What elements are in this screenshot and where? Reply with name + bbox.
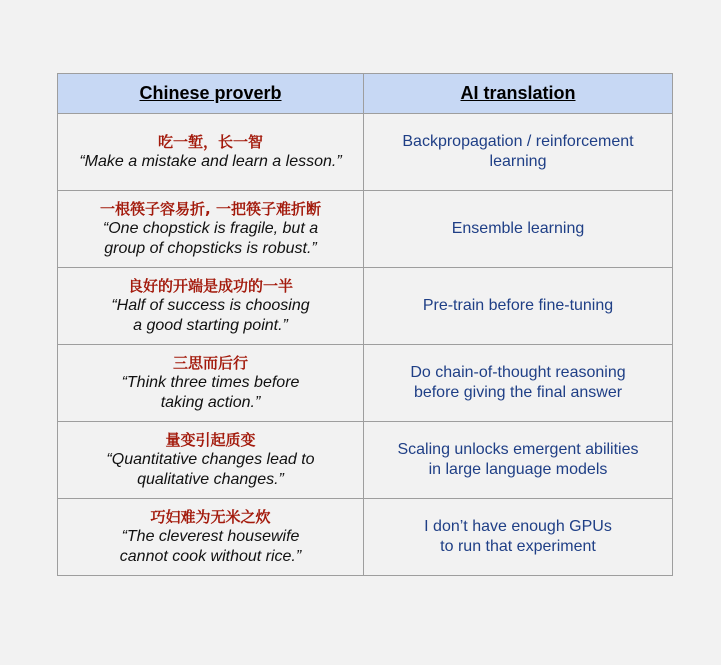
ai-translation-cell	[364, 499, 673, 576]
ai-translation-cell	[364, 114, 673, 191]
proverb-english-line: “Make a mistake and learn a lesson.”	[79, 153, 342, 170]
table-header-row	[58, 74, 673, 114]
ai-translation-line: in large language models	[428, 461, 608, 478]
proverb-english-line: “Quantitative changes lead to	[106, 451, 315, 468]
proverb-english-line: group of chopsticks is robust.”	[104, 240, 317, 257]
proverb-chinese: 三思而后行	[172, 354, 248, 372]
proverb-chinese: 良好的开端是成功的一半	[127, 277, 293, 295]
table-row	[58, 114, 673, 191]
proverb-english-line: “One chopstick is fragile, but a	[102, 220, 319, 237]
table-row	[58, 268, 673, 345]
proverb-english-line: “The cleverest housewife	[121, 528, 300, 545]
ai-translation-line: learning	[489, 153, 547, 170]
proverb-english-line: cannot cook without rice.”	[119, 548, 302, 565]
proverb-cell	[58, 114, 364, 191]
proverb-english-line: qualitative changes.”	[137, 471, 284, 488]
proverb-english-line: “Half of success is choosing	[111, 297, 310, 314]
ai-translation-line: Ensemble learning	[451, 220, 585, 237]
table-row	[58, 345, 673, 422]
header-chinese-proverb: Chinese proverb	[58, 74, 364, 114]
ai-translation-cell	[364, 345, 673, 422]
proverb-chinese: 巧妇难为无米之炊	[150, 508, 271, 526]
ai-translation-cell	[364, 268, 673, 345]
ai-translation-line: before giving the final answer	[413, 384, 623, 401]
proverb-cell	[58, 191, 364, 268]
table-row	[58, 191, 673, 268]
ai-translation-line: Backpropagation / reinforcement	[402, 133, 634, 150]
ai-translation-line: to run that experiment	[440, 538, 596, 555]
ai-translation-cell	[364, 422, 673, 499]
proverb-cell	[58, 499, 364, 576]
ai-translation-line: Scaling unlocks emergent abilities	[397, 441, 639, 458]
proverb-chinese: 一根筷子容易折, 一把筷子难折断	[100, 200, 321, 218]
proverb-table	[57, 73, 673, 576]
header-ai-translation: AI translation	[364, 74, 673, 114]
table-row	[58, 499, 673, 576]
proverb-cell	[58, 268, 364, 345]
proverb-cell	[58, 422, 364, 499]
ai-translation-line: I don’t have enough GPUs	[424, 518, 612, 535]
proverb-chinese: 量变引起质变	[165, 431, 256, 449]
ai-translation-cell	[364, 191, 673, 268]
table-row	[58, 422, 673, 499]
proverb-chinese: 吃一堑，长一智	[157, 133, 263, 151]
proverb-cell	[58, 345, 364, 422]
proverb-english-line: “Think three times before	[121, 374, 300, 391]
ai-translation-line: Pre-train before fine-tuning	[422, 297, 614, 314]
proverb-english-line: taking action.”	[160, 394, 261, 411]
ai-translation-line: Do chain-of-thought reasoning	[410, 364, 626, 381]
proverb-english-line: a good starting point.”	[133, 317, 288, 334]
